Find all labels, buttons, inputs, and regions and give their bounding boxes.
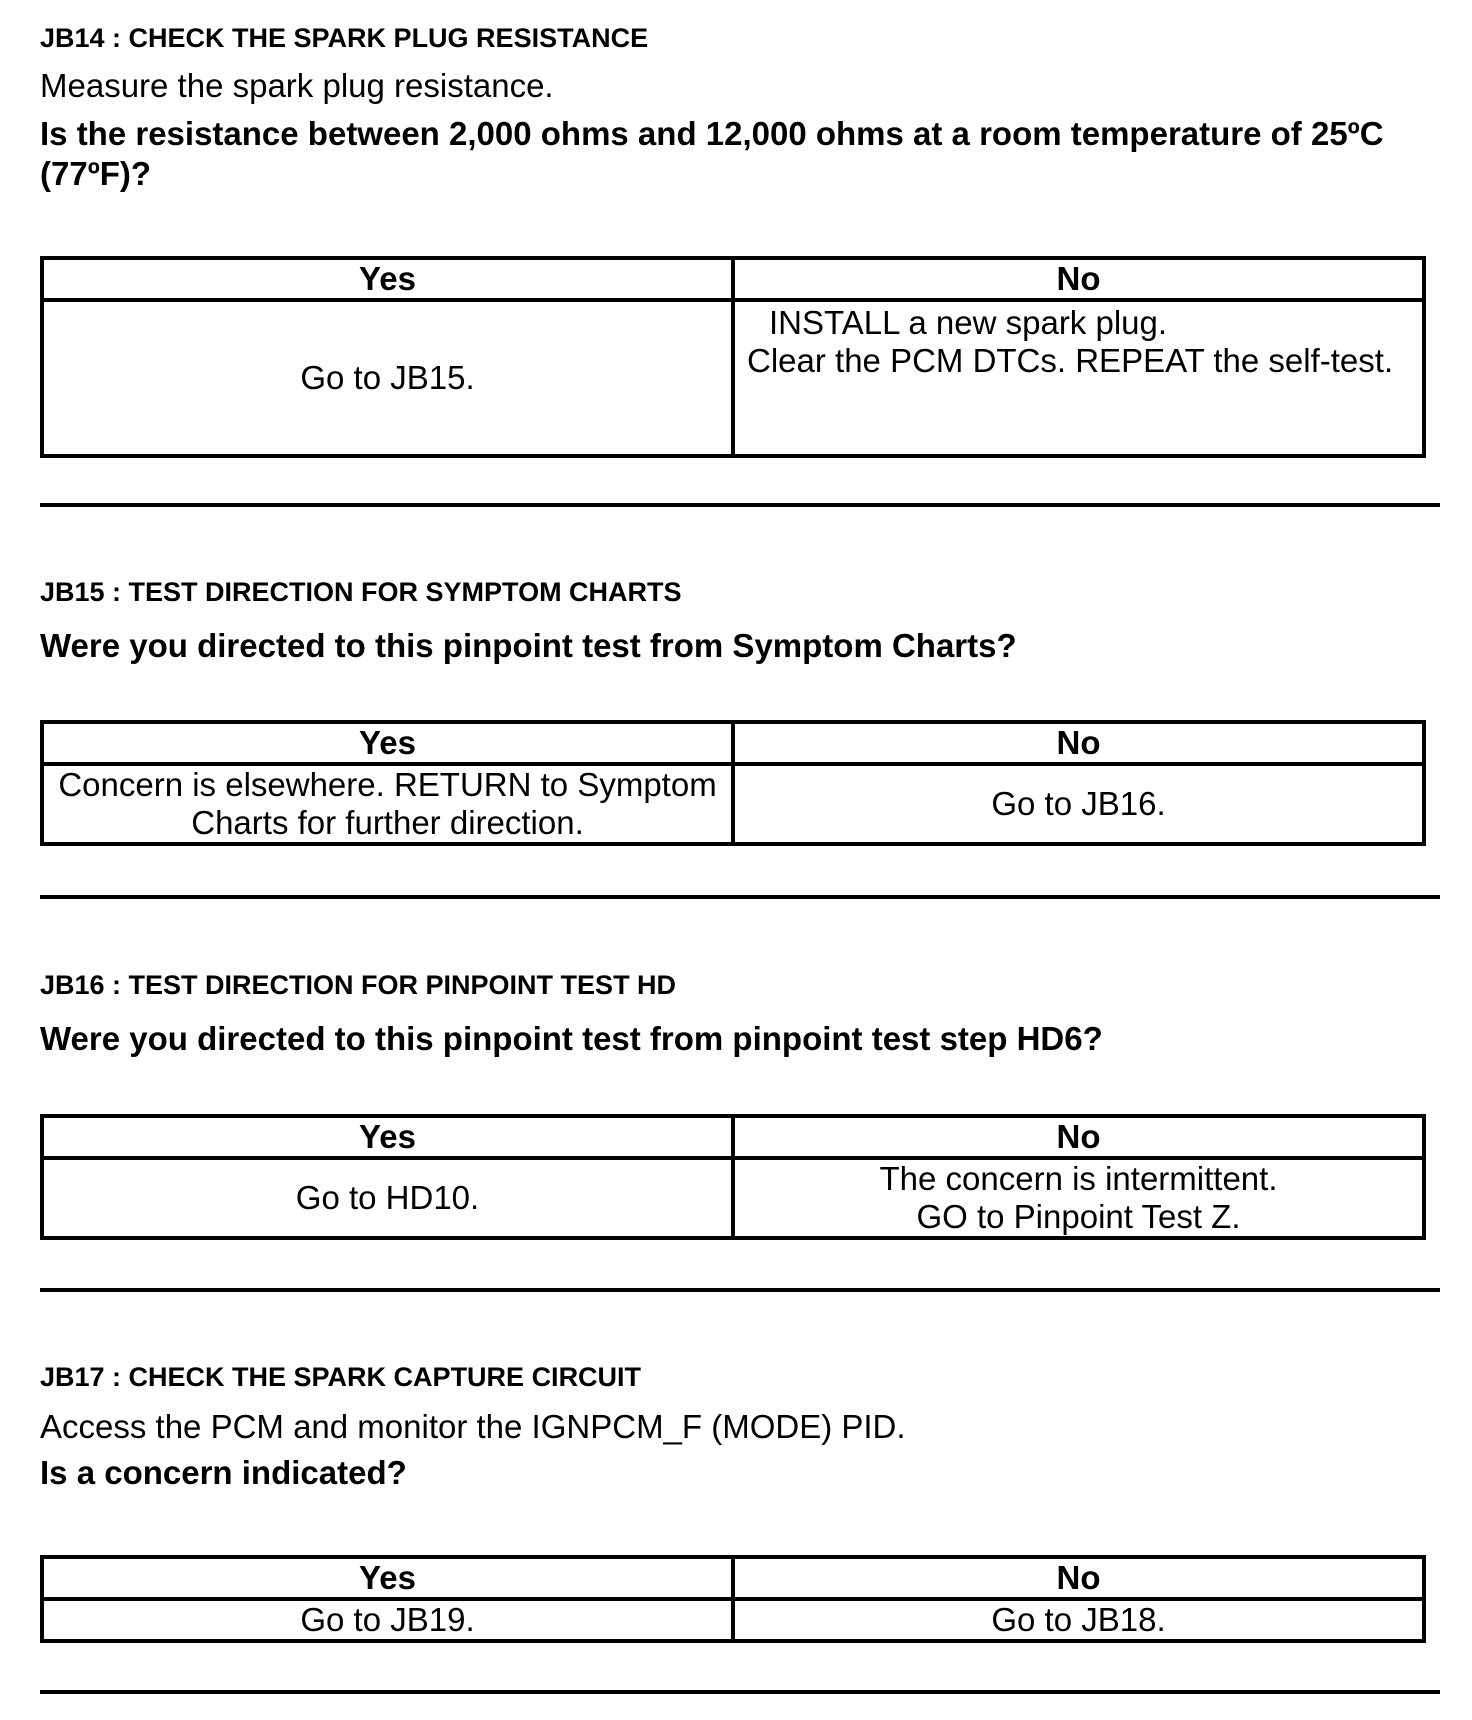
yes-action [42,1599,733,1641]
yes-action [42,300,733,456]
step-jb14 [40,22,1440,396]
section-divider [40,503,1440,507]
section-divider [40,895,1440,899]
section-divider [40,1690,1440,1694]
yes-action-line: Go to HD10. [295,1179,480,1216]
yes-header: Yes [42,258,733,300]
step-heading: JB15 : TEST DIRECTION FOR SYMPTOM CHARTS [40,577,682,607]
step-question: Is a concern indicated? [40,1454,407,1491]
step-instruction: Access the PCM and monitor the IGNPCM_F (MODE) PID. [40,1408,906,1445]
yes-action-line: Go to JB15. [300,359,475,396]
no-header: No [733,1116,1424,1158]
step-question: Were you directed to this pinpoint test from pinpoint test step HD6? [40,1020,1103,1057]
yes-action-line: Go to JB19. [300,1601,475,1638]
step-heading: JB16 : TEST DIRECTION FOR PINPOINT TEST HD [40,970,677,1000]
no-header: No [733,722,1424,764]
no-action [733,1158,1424,1238]
step-instruction: Measure the spark plug resistance. [40,67,554,104]
no-header: No [733,258,1424,300]
no-action [733,300,1424,456]
no-header: No [733,1557,1424,1599]
yes-header: Yes [42,722,733,764]
yes-action-line: Charts for further direction. [191,804,584,841]
no-action-line: Go to JB16. [991,785,1166,822]
no-action-line: The concern is intermittent. [879,1160,1278,1197]
step-heading: JB17 : CHECK THE SPARK CAPTURE CIRCUIT [40,1362,642,1392]
step-jb15 [40,576,1440,841]
no-action-line: INSTALL a new spark plug. [769,304,1168,341]
step-question: Is the resistance between 2,000 ohms and 12,000 ohms at a room temperature of 25ºC (77ºF)? [40,115,1384,192]
no-action-line: Go to JB18. [991,1601,1166,1638]
yes-action [42,1158,733,1238]
step-question: Were you directed to this pinpoint test from Symptom Charts? [40,627,1017,664]
yes-no-table [40,720,1426,846]
step-heading: JB14 : CHECK THE SPARK PLUG RESISTANCE [40,23,649,53]
no-action [733,764,1424,844]
step-jb17 [40,1361,1440,1638]
yes-header: Yes [42,1116,733,1158]
step-jb16 [40,969,1440,1235]
no-action-line: GO to Pinpoint Test Z. [916,1198,1241,1235]
yes-no-table [40,256,1426,458]
yes-action-line: Concern is elsewhere. RETURN to Symptom [58,766,717,803]
yes-header: Yes [42,1557,733,1599]
yes-no-table [40,1555,1426,1643]
no-action [733,1599,1424,1641]
yes-no-table [40,1114,1426,1240]
section-divider [40,1288,1440,1292]
no-action-line: Clear the PCM DTCs. REPEAT the self-test. [747,342,1394,379]
yes-action [42,764,733,844]
